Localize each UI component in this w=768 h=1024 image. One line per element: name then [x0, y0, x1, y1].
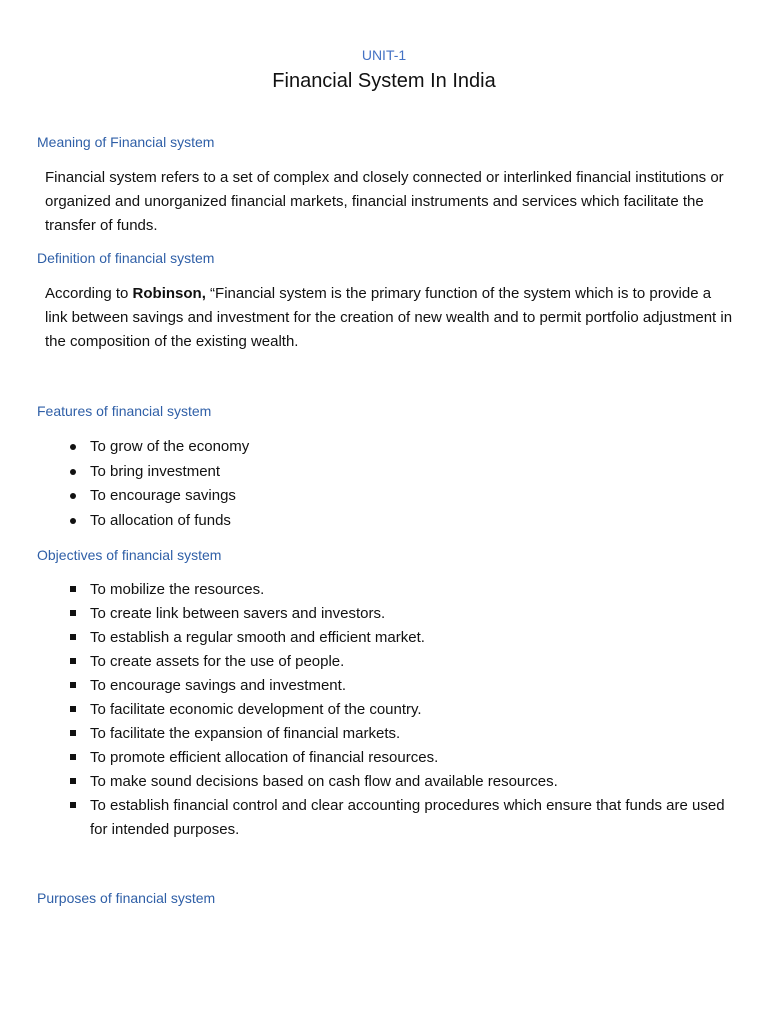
bullet-square-icon — [70, 706, 76, 712]
list-item: To promote efficient allocation of financial resources. — [0, 746, 730, 770]
purposes-heading: Purposes of financial system — [37, 890, 216, 906]
meaning-heading: Meaning of Financial system — [37, 134, 215, 150]
definition-author: Robinson, — [132, 285, 206, 302]
list-item: To establish financial control and clear accounting procedures which ensure that funds are used for intended purposes. — [0, 794, 730, 842]
list-item: To mobilize the resources. — [0, 578, 730, 602]
objectives-list — [0, 578, 768, 842]
features-list — [0, 435, 768, 534]
bullet-square-icon — [70, 754, 76, 760]
list-item: To create link between savers and investors. — [0, 602, 730, 626]
bullet-square-icon — [70, 682, 76, 688]
bullet-dot-icon — [70, 518, 76, 524]
bullet-square-icon — [70, 730, 76, 736]
bullet-square-icon — [70, 634, 76, 640]
list-item: To create assets for the use of people. — [0, 650, 730, 674]
bullet-square-icon — [70, 586, 76, 592]
page-title: Financial System In India — [272, 70, 496, 92]
definition-paragraph — [45, 282, 735, 354]
list-item: To allocation of funds — [0, 509, 730, 534]
bullet-dot-icon — [70, 469, 76, 475]
bullet-dot-icon — [70, 493, 76, 499]
objectives-heading: Objectives of financial system — [37, 547, 222, 563]
bullet-dot-icon — [70, 444, 76, 450]
list-item: To bring investment — [0, 460, 730, 485]
bullet-square-icon — [70, 778, 76, 784]
list-item: To facilitate economic development of the country. — [0, 698, 730, 722]
bullet-square-icon — [70, 658, 76, 664]
list-item: To encourage savings and investment. — [0, 674, 730, 698]
bullet-square-icon — [70, 802, 76, 808]
unit-label: UNIT-1 — [361, 47, 407, 63]
list-item: To make sound decisions based on cash flow and available resources. — [0, 770, 730, 794]
list-item: To facilitate the expansion of financial markets. — [0, 722, 730, 746]
bullet-square-icon — [70, 610, 76, 616]
list-item: To encourage savings — [0, 484, 730, 509]
definition-heading: Definition of financial system — [37, 250, 215, 266]
list-item: To grow of the economy — [0, 435, 730, 460]
definition-prefix: According to — [45, 285, 133, 302]
features-heading: Features of financial system — [37, 403, 212, 419]
list-item: To establish a regular smooth and efficient market. — [0, 626, 730, 650]
definition-text: “Financial system is the primary function of the system which is to provide a link between savings and investment for the creation of new wealth and to permit portfolio adjustment in the composition of the existing wealth. — [45, 285, 733, 350]
meaning-paragraph: Financial system refers to a set of complex and closely connected or interlinked financial institutions or organized and unorganized financial markets, financial instruments and services which facilitate the transfer of funds. — [45, 169, 724, 234]
